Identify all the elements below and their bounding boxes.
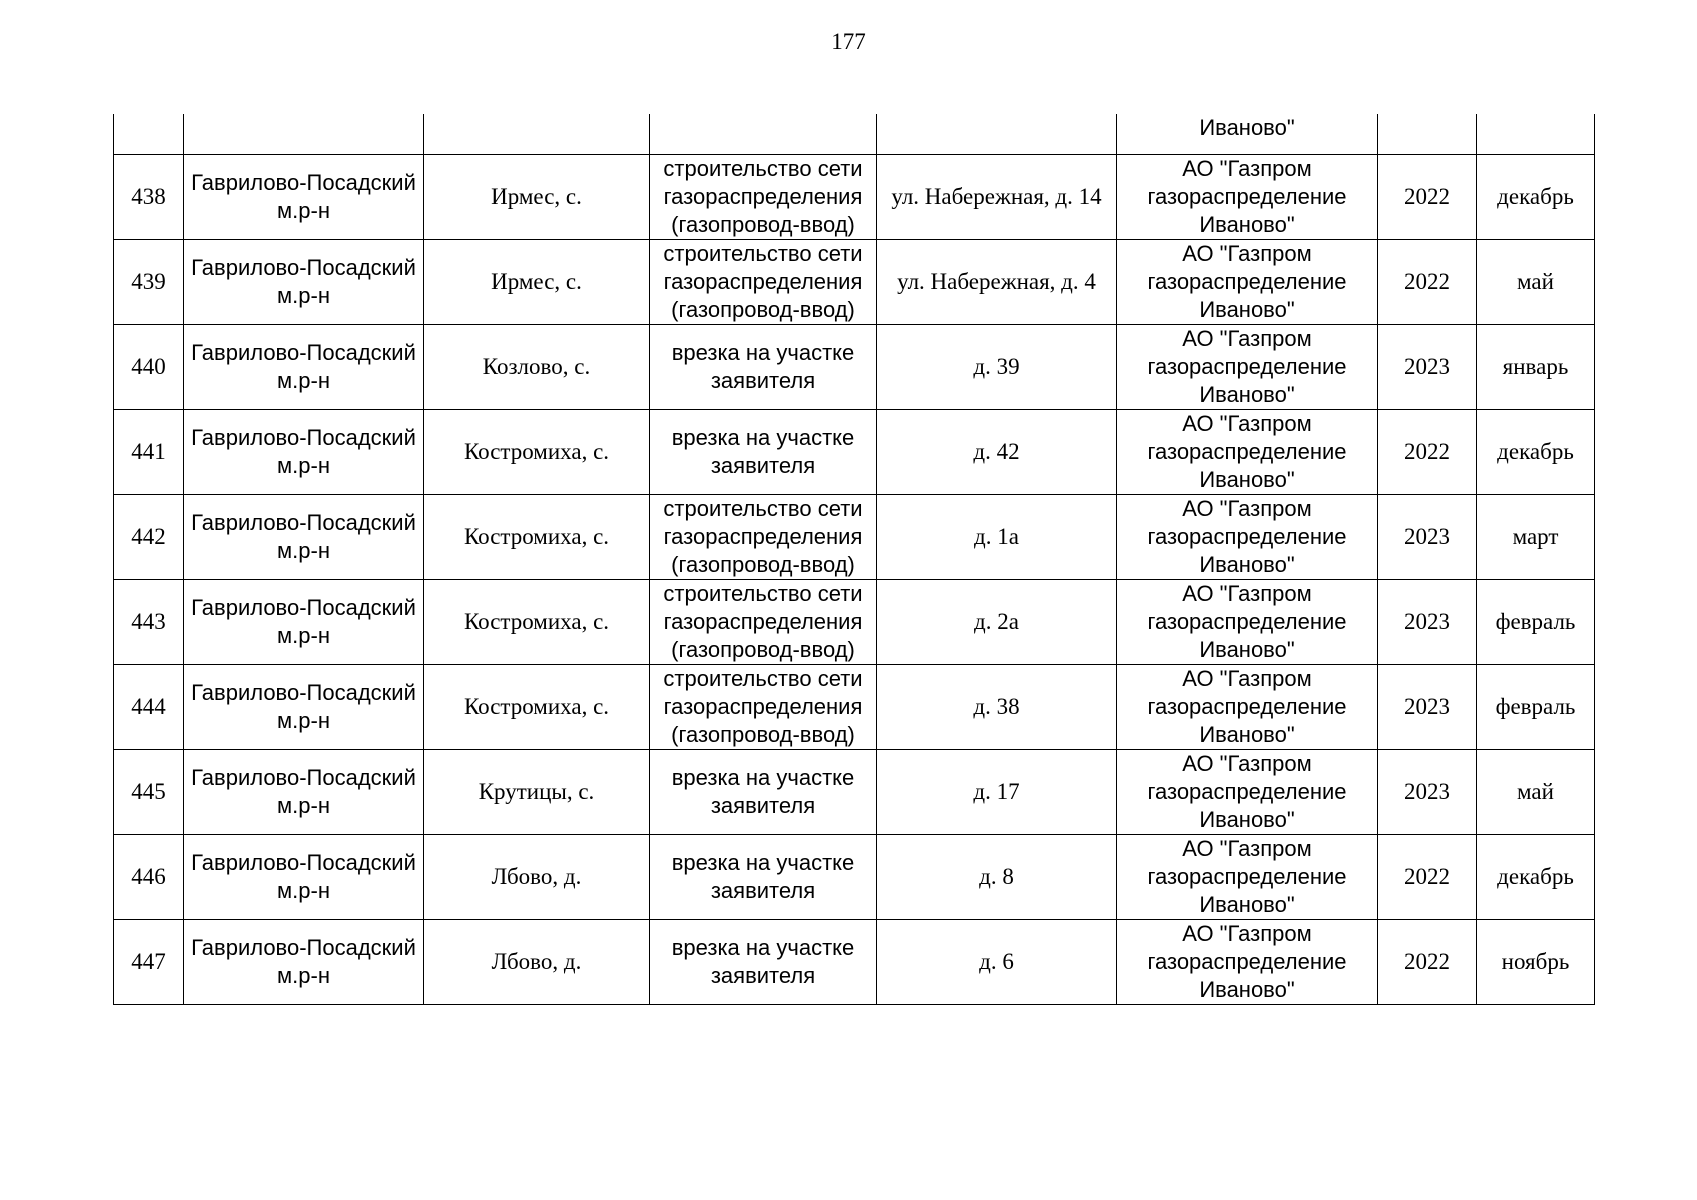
cell-year: 2023 xyxy=(1378,749,1477,834)
cell-year: 2022 xyxy=(1378,919,1477,1004)
cell-work: врезка на участке заявителя xyxy=(650,919,877,1004)
cell-district: Гаврилово-Посадский м.р-н xyxy=(184,664,424,749)
cell-address xyxy=(877,114,1117,154)
table-row xyxy=(114,409,1595,494)
cell-address: д. 17 xyxy=(877,749,1117,834)
table-row xyxy=(114,154,1595,239)
cell-month: ноябрь xyxy=(1477,919,1595,1004)
table-row xyxy=(114,239,1595,324)
cell-owner: АО "Газпром газораспределение Иваново" xyxy=(1117,154,1378,239)
cell-num xyxy=(114,114,184,154)
cell-work: строительство сети газораспределения (газопровод-ввод) xyxy=(650,494,877,579)
cell-locality: Ирмес, с. xyxy=(424,239,650,324)
cell-year: 2022 xyxy=(1378,409,1477,494)
cell-work: строительство сети газораспределения (газопровод-ввод) xyxy=(650,579,877,664)
table-row xyxy=(114,324,1595,409)
cell-address: д. 42 xyxy=(877,409,1117,494)
cell-work: строительство сети газораспределения (газопровод-ввод) xyxy=(650,154,877,239)
cell-address: д. 6 xyxy=(877,919,1117,1004)
cell-num: 439 xyxy=(114,239,184,324)
cell-month: декабрь xyxy=(1477,154,1595,239)
cell-num: 443 xyxy=(114,579,184,664)
cell-owner xyxy=(1117,114,1378,154)
cell-work: врезка на участке заявителя xyxy=(650,324,877,409)
cell-month: декабрь xyxy=(1477,834,1595,919)
cell-month xyxy=(1477,114,1595,154)
cell-month: декабрь xyxy=(1477,409,1595,494)
cell-year: 2023 xyxy=(1378,324,1477,409)
cell-owner: АО "Газпром газораспределение Иваново" xyxy=(1117,834,1378,919)
cell-num: 447 xyxy=(114,919,184,1004)
cell-address: д. 8 xyxy=(877,834,1117,919)
cell-year: 2022 xyxy=(1378,834,1477,919)
cell-owner: АО "Газпром газораспределение Иваново" xyxy=(1117,579,1378,664)
cell-month: май xyxy=(1477,749,1595,834)
cell-year: 2023 xyxy=(1378,579,1477,664)
cell-district: Гаврилово-Посадский м.р-н xyxy=(184,239,424,324)
cell-owner: АО "Газпром газораспределение Иваново" xyxy=(1117,239,1378,324)
cell-month: январь xyxy=(1477,324,1595,409)
cell-owner: АО "Газпром газораспределение Иваново" xyxy=(1117,919,1378,1004)
cell-num: 438 xyxy=(114,154,184,239)
cell-district xyxy=(184,114,424,154)
cell-num: 440 xyxy=(114,324,184,409)
cell-locality: Лбово, д. xyxy=(424,834,650,919)
cell-owner: АО "Газпром газораспределение Иваново" xyxy=(1117,409,1378,494)
cell-year xyxy=(1378,114,1477,154)
cell-address: ул. Набережная, д. 4 xyxy=(877,239,1117,324)
table-row xyxy=(114,834,1595,919)
cell-locality xyxy=(424,114,650,154)
cell-address: д. 39 xyxy=(877,324,1117,409)
cell-year: 2022 xyxy=(1378,239,1477,324)
cell-locality: Лбово, д. xyxy=(424,919,650,1004)
cell-district: Гаврилово-Посадский м.р-н xyxy=(184,409,424,494)
cell-address: ул. Набережная, д. 14 xyxy=(877,154,1117,239)
table-row xyxy=(114,664,1595,749)
cell-work: строительство сети газораспределения (газопровод-ввод) xyxy=(650,239,877,324)
cell-num: 446 xyxy=(114,834,184,919)
table-row xyxy=(114,494,1595,579)
continuation-row xyxy=(114,114,1595,154)
cell-work: врезка на участке заявителя xyxy=(650,749,877,834)
cell-district: Гаврилово-Посадский м.р-н xyxy=(184,834,424,919)
table-row xyxy=(114,579,1595,664)
cell-locality: Козлово, с. xyxy=(424,324,650,409)
cell-address: д. 1а xyxy=(877,494,1117,579)
cell-month: февраль xyxy=(1477,579,1595,664)
cell-owner: АО "Газпром газораспределение Иваново" xyxy=(1117,749,1378,834)
cell-num: 441 xyxy=(114,409,184,494)
cell-owner: АО "Газпром газораспределение Иваново" xyxy=(1117,664,1378,749)
cell-district: Гаврилово-Посадский м.р-н xyxy=(184,919,424,1004)
cell-locality: Костромиха, с. xyxy=(424,494,650,579)
cell-district: Гаврилово-Посадский м.р-н xyxy=(184,324,424,409)
cell-month: февраль xyxy=(1477,664,1595,749)
cell-month: март xyxy=(1477,494,1595,579)
cell-district: Гаврилово-Посадский м.р-н xyxy=(184,579,424,664)
cell-year: 2023 xyxy=(1378,494,1477,579)
cell-month: май xyxy=(1477,239,1595,324)
cell-owner: АО "Газпром газораспределение Иваново" xyxy=(1117,494,1378,579)
cell-num: 442 xyxy=(114,494,184,579)
gas-connection-table xyxy=(113,114,1595,1005)
cell-district: Гаврилово-Посадский м.р-н xyxy=(184,749,424,834)
cell-num: 445 xyxy=(114,749,184,834)
page-number: 177 xyxy=(831,29,866,54)
cell-locality: Ирмес, с. xyxy=(424,154,650,239)
cell-work: строительство сети газораспределения (газопровод-ввод) xyxy=(650,664,877,749)
cell-num: 444 xyxy=(114,664,184,749)
cell-work: врезка на участке заявителя xyxy=(650,834,877,919)
cell-year: 2023 xyxy=(1378,664,1477,749)
cell-locality: Костромиха, с. xyxy=(424,664,650,749)
cell-district: Гаврилово-Посадский м.р-н xyxy=(184,494,424,579)
cell-work xyxy=(650,114,877,154)
cell-locality: Костромиха, с. xyxy=(424,409,650,494)
cell-locality: Костромиха, с. xyxy=(424,579,650,664)
cell-address: д. 38 xyxy=(877,664,1117,749)
table-row xyxy=(114,919,1595,1004)
cell-district: Гаврилово-Посадский м.р-н xyxy=(184,154,424,239)
table-row xyxy=(114,749,1595,834)
cell-year: 2022 xyxy=(1378,154,1477,239)
cell-locality: Крутицы, с. xyxy=(424,749,650,834)
cell-owner: АО "Газпром газораспределение Иваново" xyxy=(1117,324,1378,409)
cell-work: врезка на участке заявителя xyxy=(650,409,877,494)
owner-continuation-text: Иваново" xyxy=(1199,115,1295,140)
cell-address: д. 2а xyxy=(877,579,1117,664)
